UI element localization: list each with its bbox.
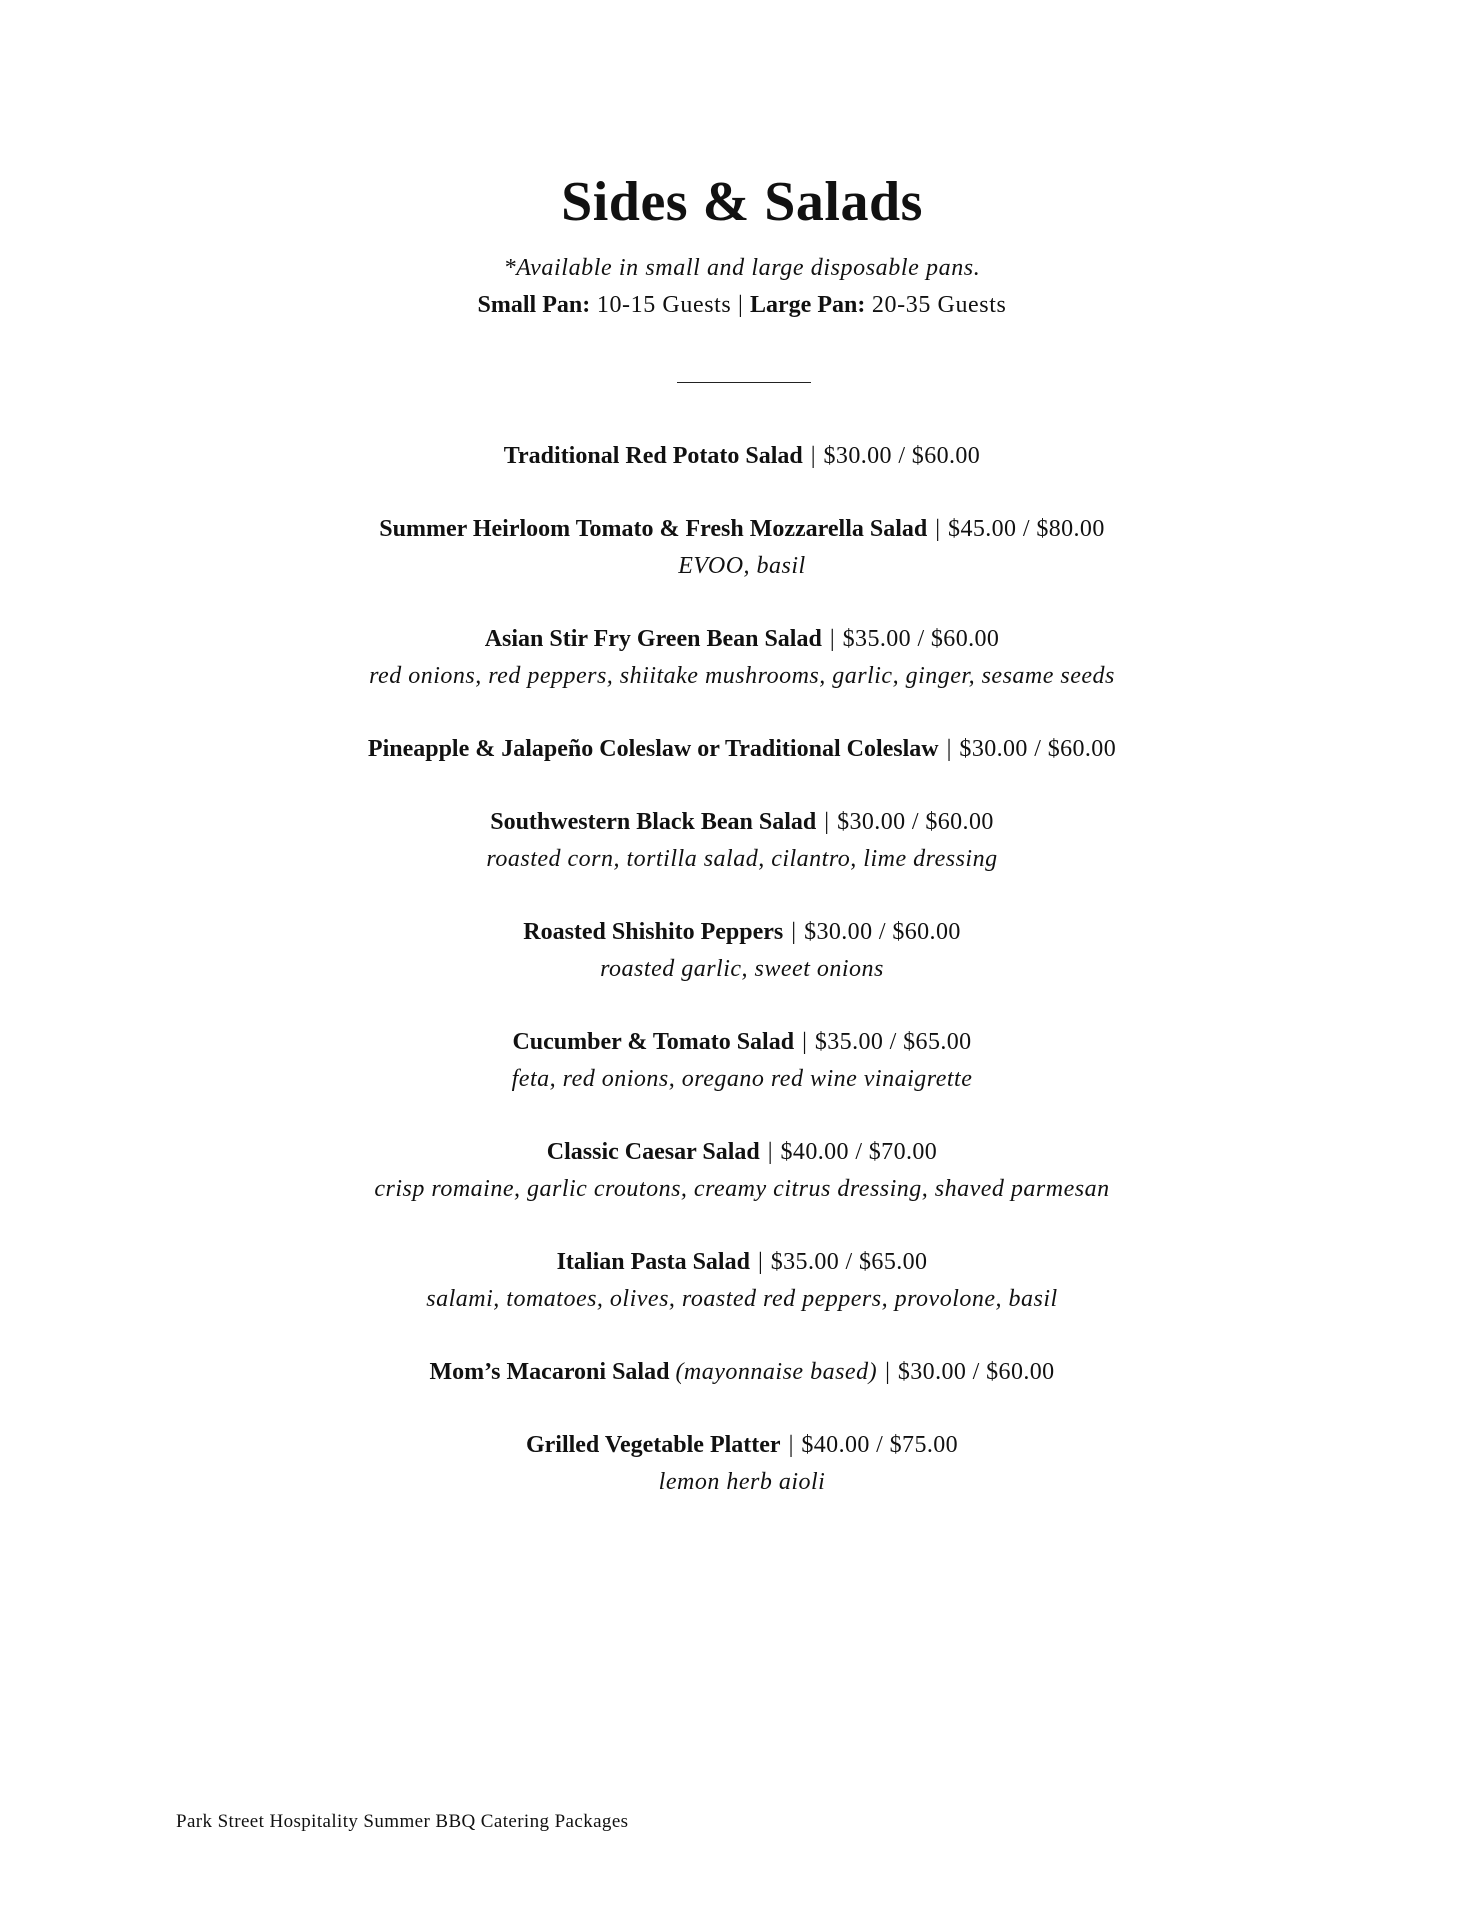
menu-item-description: EVOO, basil <box>678 553 806 579</box>
price-separator: | <box>885 1359 890 1385</box>
page-footer: Park Street Hospitality Summer BBQ Catering Packages <box>176 1811 629 1832</box>
menu-item-description: roasted corn, tortilla salad, cilantro, lime dressing <box>486 846 998 872</box>
small-pan-value: 10-15 Guests <box>596 292 732 318</box>
menu-item <box>0 1427 1484 1501</box>
menu-item-name: Pineapple & Jalapeño Coleslaw or Traditional Coleslaw <box>367 736 939 762</box>
price-separator: | <box>802 1029 807 1055</box>
menu-item-description: feta, red onions, oregano red wine vinaigrette <box>511 1066 973 1092</box>
menu-item-price: $40.00 / $75.00 <box>801 1432 959 1458</box>
menu-item-line <box>0 731 1484 768</box>
menu-item-description: roasted garlic, sweet onions <box>600 956 884 982</box>
menu-item <box>0 914 1484 988</box>
menu-item-line <box>0 804 1484 841</box>
menu-item-line <box>0 1354 1484 1391</box>
price-separator: | <box>810 443 816 469</box>
pan-sizes <box>0 291 1484 320</box>
price-separator: | <box>935 516 941 542</box>
page-title: Sides & Salads <box>561 171 923 233</box>
price-separator: | <box>824 809 830 835</box>
menu-item-price: $30.00 / $60.00 <box>959 736 1117 762</box>
price-separator: | <box>946 736 952 762</box>
menu-item-line <box>0 1244 1484 1281</box>
price-separator: | <box>829 626 835 652</box>
menu-item-name: Classic Caesar Salad <box>546 1139 760 1165</box>
menu-item-price: $30.00 / $60.00 <box>823 443 981 469</box>
menu-item-line <box>0 511 1484 548</box>
section-divider <box>677 382 811 383</box>
availability-note: *Available in small and large disposable pans. <box>503 255 981 281</box>
menu-item-price: $30.00 / $60.00 <box>804 919 961 945</box>
menu-item-name: Roasted Shishito Peppers <box>523 919 784 945</box>
pan-separator: | <box>737 292 744 318</box>
price-separator: | <box>788 1432 794 1458</box>
menu-item <box>0 804 1484 878</box>
menu-item <box>0 621 1484 695</box>
menu-item-name: Grilled Vegetable Platter <box>525 1432 781 1458</box>
menu-item-description: red onions, red peppers, shiitake mushrooms, garlic, ginger, sesame seeds <box>369 663 1115 689</box>
menu-item-description: crisp romaine, garlic croutons, creamy citrus dressing, shaved parmesan <box>374 1176 1110 1202</box>
menu-item-description: lemon herb aioli <box>658 1469 826 1495</box>
menu-item-name: Cucumber & Tomato Salad <box>512 1029 795 1055</box>
menu-item-name: Traditional Red Potato Salad <box>503 443 803 469</box>
price-separator: | <box>767 1139 773 1165</box>
menu-item-line <box>0 621 1484 658</box>
menu-item <box>0 1244 1484 1318</box>
menu-item-line <box>0 1134 1484 1171</box>
menu-item <box>0 1354 1484 1391</box>
menu-item-price: $35.00 / $65.00 <box>770 1249 928 1275</box>
small-pan-label: Small Pan: <box>477 292 591 318</box>
menu-item <box>0 511 1484 585</box>
menu-item-name: Southwestern Black Bean Salad <box>490 809 817 835</box>
menu-item-price: $35.00 / $65.00 <box>814 1029 972 1055</box>
menu-item-price: $30.00 / $60.00 <box>897 1359 1055 1385</box>
menu-item-price: $40.00 / $70.00 <box>780 1139 938 1165</box>
menu-item-name: Italian Pasta Salad <box>556 1249 750 1275</box>
menu-item-line <box>0 1427 1484 1464</box>
menu-item <box>0 438 1484 475</box>
menu-item-description: salami, tomatoes, olives, roasted red peppers, provolone, basil <box>426 1286 1058 1312</box>
menu-item-name: Asian Stir Fry Green Bean Salad <box>484 626 822 652</box>
menu-item-line <box>0 1024 1484 1061</box>
menu-item-note: (mayonnaise based) <box>675 1359 878 1385</box>
menu-item-line <box>0 914 1484 951</box>
price-separator: | <box>791 919 797 945</box>
menu-item <box>0 1024 1484 1098</box>
menu-list <box>0 438 1484 1537</box>
menu-item-line <box>0 438 1484 475</box>
menu-item-price: $45.00 / $80.00 <box>948 516 1105 542</box>
menu-item <box>0 731 1484 768</box>
menu-item-name: Mom’s Macaroni Salad <box>429 1359 670 1385</box>
menu-item-price: $30.00 / $60.00 <box>837 809 994 835</box>
large-pan-label: Large Pan: <box>750 292 866 318</box>
menu-item <box>0 1134 1484 1208</box>
menu-item-price: $35.00 / $60.00 <box>842 626 1000 652</box>
menu-item-name: Summer Heirloom Tomato & Fresh Mozzarella Salad <box>379 516 928 542</box>
large-pan-value: 20-35 Guests <box>871 292 1007 318</box>
price-separator: | <box>757 1249 763 1275</box>
